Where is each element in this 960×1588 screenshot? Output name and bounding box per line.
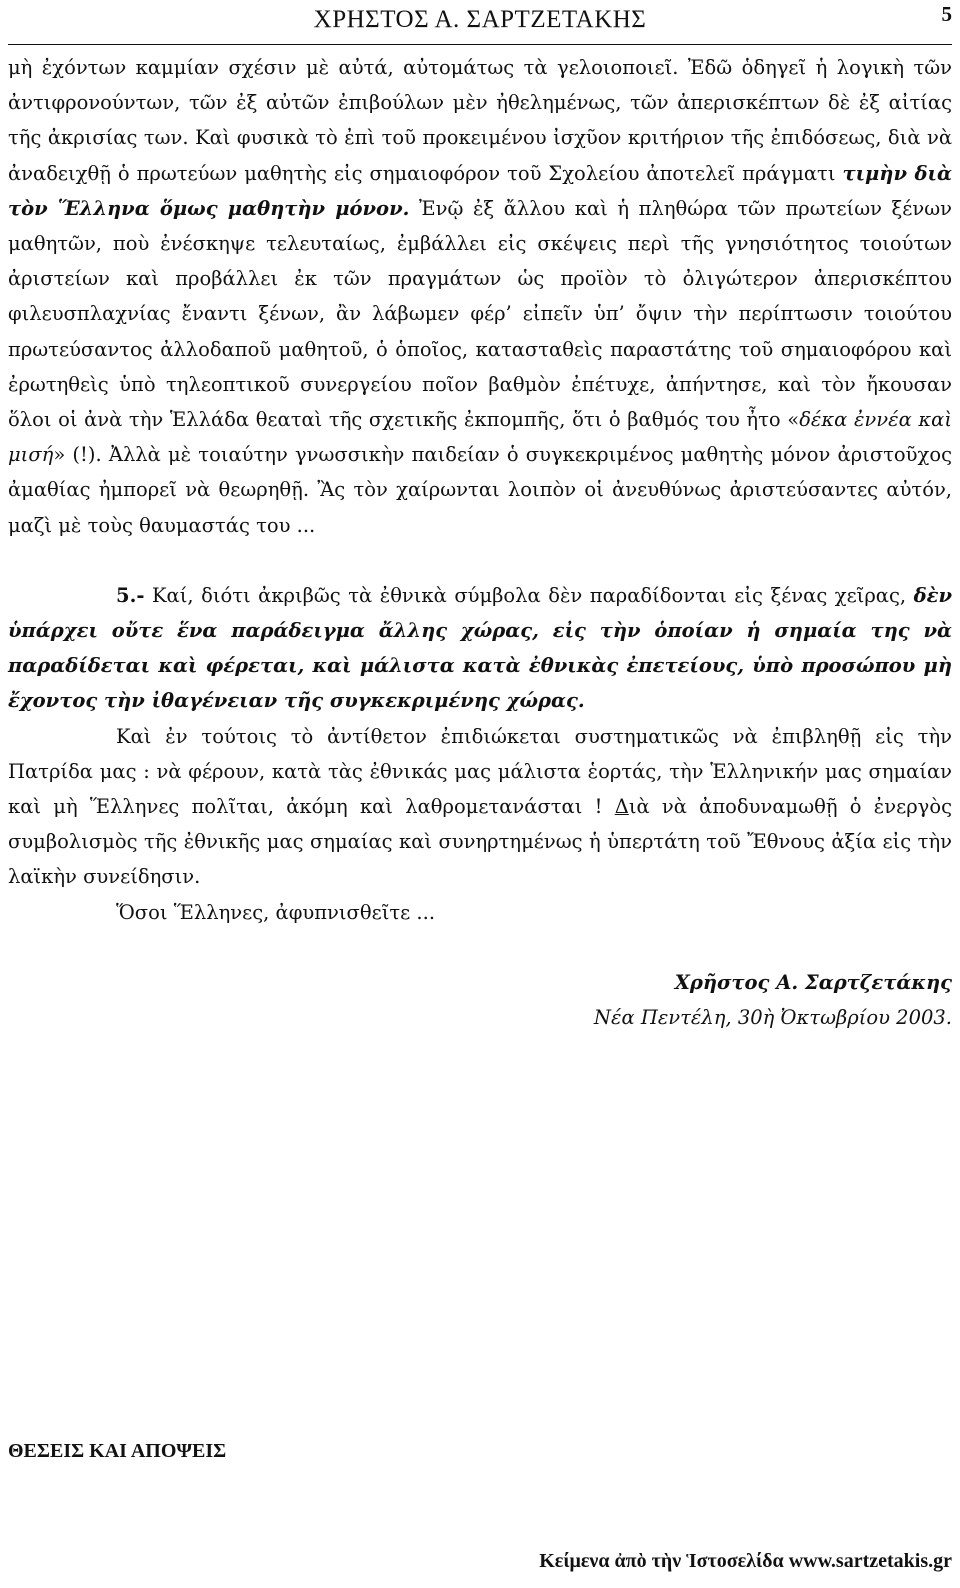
paragraph-3-underlined-letter: Δ	[614, 795, 629, 819]
paragraph-1-quote: δέκα ἐννέα καὶ μισή	[8, 408, 952, 467]
paragraph-1-text-a: μὴ ἐχόντων καμμίαν σχέσιν μὲ αὐτά, αὐτομάτως τὰ γελοιοποιεῖ. Ἐδῶ ὁδηγεῖ ἡ λογικὴ τῶν ἀντιφρονούντων, τῶν ἐξ αὐτῶν ἐπιβούλων μὲν ἠθελημένως, τῶν ἀπερισκέπτων δὲ ἐξ αἰτίας τῆς ἀκρισίας των. Καὶ φυσικὰ τὸ ἐπὶ τοῦ προκειμένου ἰσχῦον κριτήριον τῆς ἐπιδόσεως, διὰ νὰ ἀναδειχθῇ ὁ πρωτεύων μαθητὴς εἰς σημαιοφόρον τοῦ Σχολείου ἀποτελεῖ πράγματι	[8, 56, 952, 185]
header-rule	[8, 44, 952, 45]
paragraph-1-text-b: Ἐνῷ ἐξ ἄλλου καὶ ἡ πληθώρα τῶν πρωτείων ξένων μαθητῶν, ποὺ ἐνέσκηψε τελευταίως, ἐμβάλλει εἰς σκέψεις περὶ τῆς γνησιότητος τοιούτων ἀριστείων καὶ προβάλλει ἐκ τῶν πραγμάτων ὡς προϊὸν τὸ ὀλιγώτερον ἀπερισκέπτου φιλευσπλαχνίας ἔναντι ξένων, ἂν λάβωμεν φέρ’ εἰπεῖν ὑπ’ ὄψιν τὴν περίπτωσιν τοιούτου πρωτεύσαντος ἀλλοδαποῦ μαθητοῦ, ὁ ὁποῖος, κατασταθεὶς παραστάτης τοῦ σημαιοφόρου καὶ ἐρωτηθεὶς ὑπὸ τηλεοπτικοῦ συνεργείου ποῖον βαθμὸν ἐπέτυχε, ἀπήντησε, καὶ τὸν ἤκουσαν ὅλοι οἱ ἀνὰ τὴν Ἑλλάδα θεαταὶ τῆς σχετικῆς ἐκπομπῆς, ὅτι ὁ βαθμός του ἦτο «	[8, 196, 952, 432]
footer-section-title: ΘΕΣΕΙΣ ΚΑΙ ΑΠΟΨΕΙΣ	[8, 1440, 227, 1462]
running-header-author: ΧΡΗΣΤΟΣ Α. ΣΑΡΤΖΕΤΑΚΗΣ	[313, 6, 647, 33]
blank-line	[8, 930, 952, 965]
paragraph-2-emphasis: δὲν ὑπάρχει οὔτε ἕνα παράδειγμα ἄλλης χώρας, εἰς τὴν ὁποίαν ἡ σημαία της νὰ παραδίδεται καὶ φέρεται, καὶ μάλιστα κατὰ ἐθνικὰς ἐπετείους, ὑπὸ προσώπου μὴ ἔχοντος τὴν ἰθαγένειαν τῆς συγκεκριμένης χώρας.	[8, 583, 952, 713]
page-header	[0, 0, 960, 44]
paragraph-4: Ὅσοι Ἕλληνες, ἀφυπνισθεῖτε ...	[116, 900, 436, 924]
paragraph-3-text-a: Καὶ ἐν τούτοις τὸ ἀντίθετον ἐπιδιώκεται συστηματικῶς νὰ ἐπιβληθῇ εἰς τὴν Πατρίδα μας : νὰ φέρουν, κατὰ τὰς ἐθνικάς μας μάλιστα ἑορτάς, τὴν Ἑλληνικήν μας σημαίαν καὶ μὴ Ἕλληνες πολῖται, ἀκόμη καὶ λαθρομετανάσται !	[8, 724, 952, 819]
page-number: 5	[941, 2, 952, 26]
paragraph-2	[8, 578, 952, 719]
blank-line	[8, 543, 952, 578]
paragraph-1-emphasis: τιμὴν διὰ τὸν Ἕλληνα ὅμως μαθητὴν μόνον.	[8, 161, 952, 220]
paragraph-2-text: Καί, διότι ἀκριβῶς τὰ ἐθνικὰ σύμβολα δὲν παραδίδονται εἰς ξένας χεῖρας,	[144, 583, 914, 607]
paragraph-1	[8, 50, 952, 543]
paragraph-3-text-b: ιὰ νὰ ἀποδυναμωθῇ ὁ ἐνεργὸς συμβολισμὸς τῆς ἐθνικῆς μας σημαίας καὶ συνηρτημένως ἡ ὑπερτάτη τοῦ Ἔθνους ἀξία εἰς τὴν λαϊκὴν συνείδησιν.	[8, 795, 952, 889]
paragraph-3	[8, 719, 952, 895]
signature-name: Χρῆστος Α. Σαρτζετάκης	[674, 970, 952, 994]
footer-source: Κείμενα ἀπὸ τὴν Ἱστοσελίδα www.sartzetakis.gr	[539, 1550, 952, 1572]
paragraph-1-text-c: » (!). Ἀλλὰ μὲ τοιαύτην γνωσσικὴν παιδείαν ὁ συγκεκριμένος μαθητὴς μόνον ἀριστοῦχος ἀμαθίας ἠμπορεῖ νὰ θεωρηθῇ. Ἂς τὸν χαίρωνται λοιπὸν οἱ ἀνευθύνως ἀριστεύσαντες αὐτόν, μαζὶ μὲ τοὺς θαυμαστάς του ...	[8, 443, 952, 537]
document-body	[8, 50, 952, 1035]
signature-place-date: Νέα Πεντέλη, 30ὴ Ὀκτωβρίου 2003.	[593, 1006, 952, 1030]
section-number: 5.-	[116, 583, 145, 607]
